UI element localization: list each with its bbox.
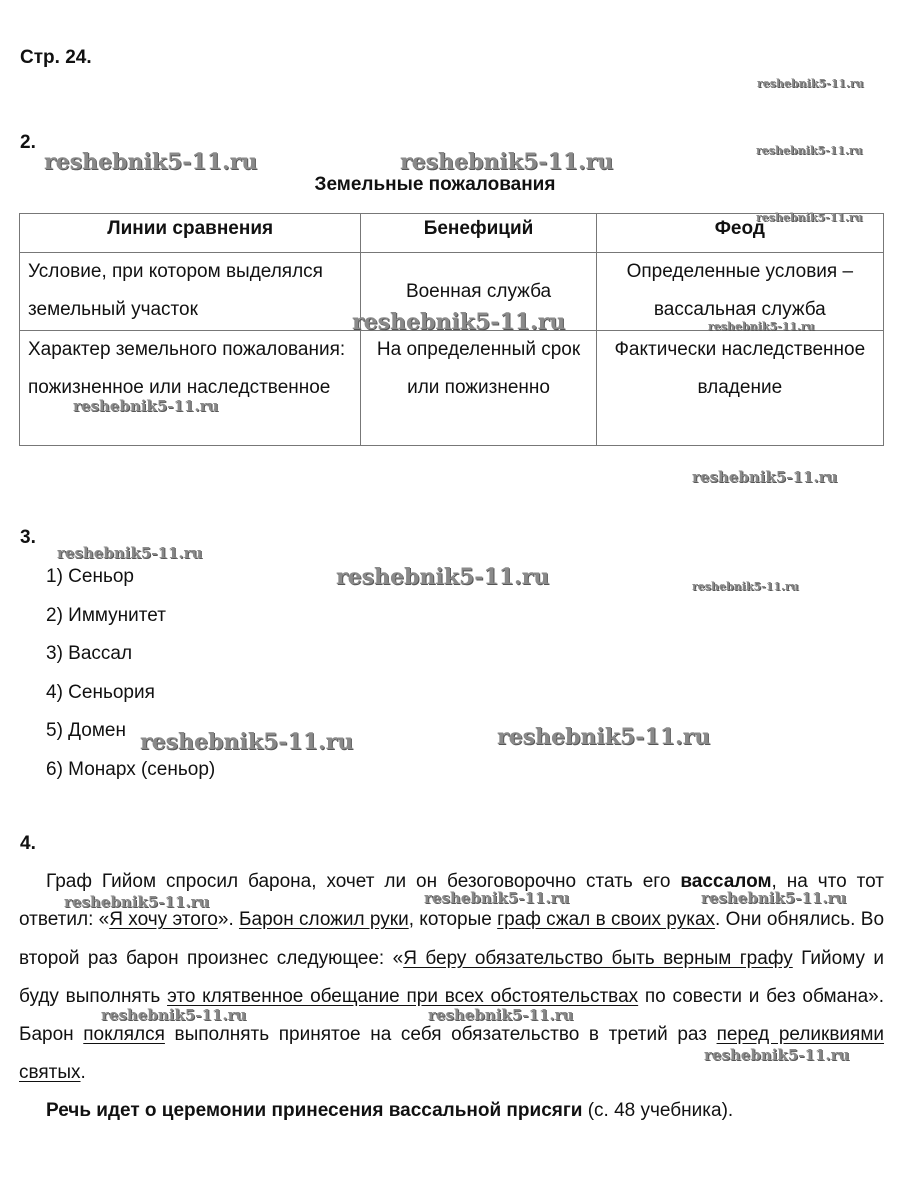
text-run: , которые	[408, 909, 498, 931]
watermark: reshebnik5-11.ru	[424, 889, 570, 907]
watermark: reshebnik5-11.ru	[73, 397, 219, 415]
text-run: .	[80, 1062, 86, 1084]
watermark: reshebnik5-11.ru	[708, 320, 815, 333]
list-item: 3) Вассал	[46, 643, 133, 664]
header-benefice: Бенефиций	[361, 214, 596, 253]
watermark: reshebnik5-11.ru	[756, 211, 863, 224]
watermark: reshebnik5-11.ru	[336, 564, 550, 590]
table-header-row	[20, 214, 884, 253]
underlined-phrase: поклялся	[83, 1024, 165, 1046]
underlined-phrase: перед реликвиями святых	[19, 1024, 885, 1084]
text-run: , на что тот ответил: «	[19, 871, 884, 931]
table-cell: На определенный срок или пожизненно	[361, 331, 596, 446]
table-cell: Определенные условия – вассальная служба	[596, 253, 883, 331]
table-cell: Фактически наследственное владение	[596, 331, 883, 446]
text-run: ».	[217, 909, 240, 931]
watermark: reshebnik5-11.ru	[704, 1046, 850, 1064]
text-run: по совести и без обмана». Барон	[19, 985, 884, 1046]
watermark: reshebnik5-11.ru	[64, 893, 210, 911]
text-run: выполнять принятое на себя обязательство в третий раз	[164, 1024, 717, 1046]
underlined-phrase: Я хочу этого	[109, 909, 218, 931]
watermark: reshebnik5-11.ru	[400, 149, 614, 175]
table-cell: Условие, при котором выделялся земельный участок	[20, 253, 361, 331]
watermark: reshebnik5-11.ru	[692, 468, 838, 486]
list-item: 5) Домен	[46, 720, 126, 741]
task-4-number: 4.	[20, 833, 36, 854]
watermark: reshebnik5-11.ru	[352, 309, 566, 335]
list-item: 4) Сеньория	[46, 681, 155, 703]
table-title: Земельные пожалования	[314, 174, 556, 195]
watermark: reshebnik5-11.ru	[701, 889, 847, 907]
watermark: reshebnik5-11.ru	[756, 144, 863, 157]
task-3-number: 3.	[20, 527, 36, 548]
conclusion-rest: (с. 48 учебника).	[582, 1100, 734, 1121]
watermark: reshebnik5-11.ru	[140, 729, 354, 755]
task-2-number: 2.	[20, 132, 36, 153]
watermark: reshebnik5-11.ru	[757, 77, 864, 90]
underlined-phrase: Я беру обязательство быть верным графу	[403, 947, 793, 969]
watermark: reshebnik5-11.ru	[44, 149, 258, 175]
page-label: Стр. 24.	[20, 47, 92, 68]
conclusion-bold: Речь идет о церемонии принесения вассальной присяги	[46, 1100, 583, 1121]
table-cell: Характер земельного пожалования: пожизненное или наследственное	[20, 331, 361, 446]
header-fief: Феод	[596, 214, 883, 253]
watermark: reshebnik5-11.ru	[57, 544, 203, 562]
text-run: . Они обнялись. Во второй раз барон произнес следующее: «	[19, 909, 885, 969]
bold-term: вассалом	[680, 871, 772, 892]
watermark: reshebnik5-11.ru	[497, 724, 711, 750]
watermark: reshebnik5-11.ru	[692, 580, 799, 593]
task-4-conclusion	[19, 1092, 884, 1130]
underlined-phrase: граф сжал в своих руках	[497, 909, 716, 931]
table-cell: Военная служба	[361, 253, 596, 331]
list-item: 1) Сеньор	[46, 566, 134, 587]
watermark: reshebnik5-11.ru	[428, 1006, 574, 1024]
underlined-phrase: Барон сложил руки	[239, 909, 409, 931]
list-item: 6) Монарх (сеньор)	[46, 758, 216, 780]
underlined-phrase: это клятвенное обещание при всех обстоятельствах	[167, 985, 639, 1007]
watermark: reshebnik5-11.ru	[101, 1006, 247, 1024]
list-item: 2) Иммунитет	[46, 604, 166, 626]
header-criteria: Линии сравнения	[20, 214, 361, 253]
table-row	[20, 331, 884, 446]
text-run: Гийому и буду выполнять	[19, 947, 885, 1007]
text-run: Граф Гийом спросил барона, хочет ли он безоговорочно стать его	[46, 871, 681, 892]
